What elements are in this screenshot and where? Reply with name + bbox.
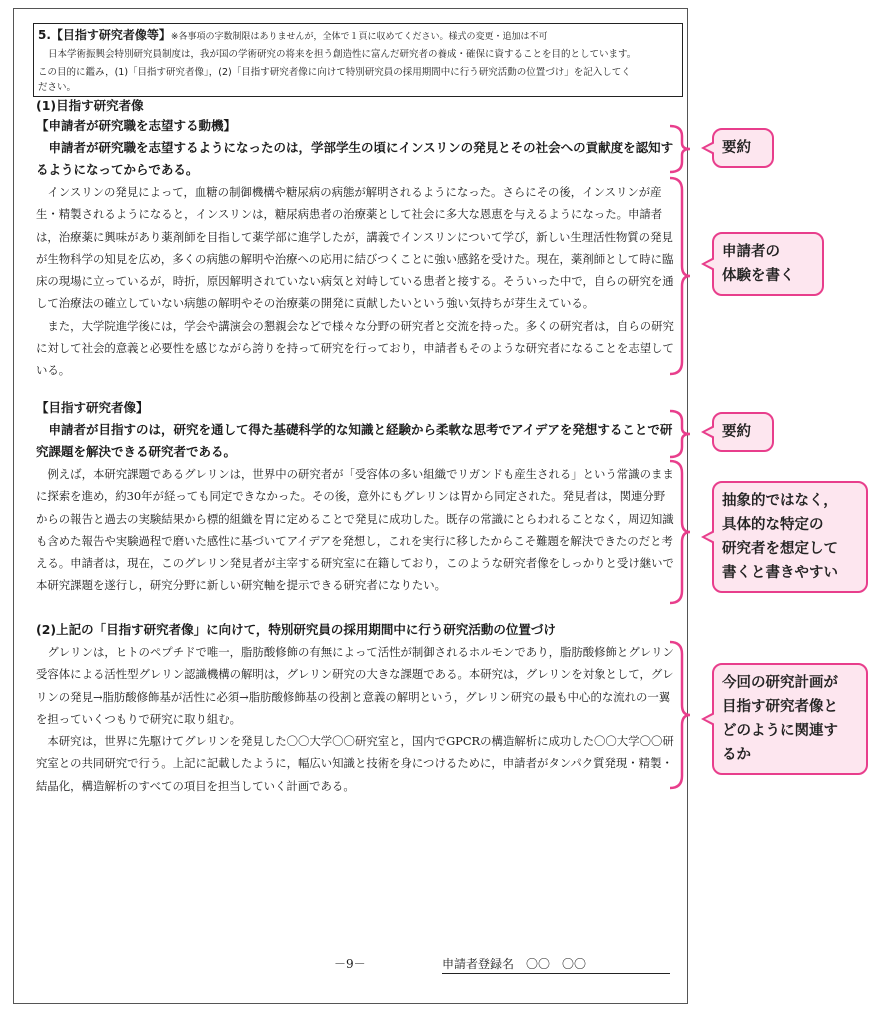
- callout-text: 今回の研究計画が 目指す研究者像と どのように関連す るか: [722, 675, 838, 763]
- right-brace-icon: [668, 124, 692, 174]
- motivation-paragraph: また，大学院進学後には，学会や講演会の懇親会などで様々な分野の研究者と交流を持った。多くの研究者は，自らの研究に対して社会的意義と必要性を感じながら誇りを持って研究を行っており，申請者もそのような研究者になることを志望している。: [36, 318, 674, 378]
- motivation-paragraph: インスリンの発見によって，血糖の制御機構や糖尿病の病態が解明されるようになった。さらにその後，インスリンが産生・精製されるようになると，インスリンは，糖尿病患者の治療薬として社会に多大な恩恵を与えるようになった。申請者は，治療薬に興味があり薬剤師を目指して薬学部に進学したが，講義でインスリンについて学び，新しい生理活性物質の発見が生物科学の知見を広め，多くの病態の解明や治療への応用に結びつくことに強い感銘を受けた。現在，薬剤師として時に臨床の現場に立っているが，時折，原因解明されていない病気と対峙している患者と接する。そういった中で，自らの研究を通して治療法の確立していない病態の解明やその治療薬の開発に貢献したいという強い気持ちが芽生えている。: [36, 185, 674, 311]
- document-page: [13, 8, 688, 1004]
- page-number: －9－: [334, 957, 366, 971]
- callout-text: 要約: [722, 424, 751, 440]
- right-brace-icon: [668, 640, 692, 790]
- research-paragraph: グレリンは，ヒトのペプチドで唯一，脂肪酸修飾の有無によって活性が制御されるホルモンであり，脂肪酸修飾とグレリン受容体による活性型グレリン認識機構の解明は，グレリン研究の大きな課題である。本研究は，グレリンを対象として，グレリンの発見→脂肪酸修飾基が活性に必須→脂肪酸修飾基の役割と意義の解明という，グレリン研究の最も中心的な流れの一翼を担っていくつもりで研究に取り組む。: [36, 645, 674, 726]
- section-heading: (1)目指す研究者像: [36, 98, 144, 113]
- form-section-title: 5.【目指す研究者像等】: [38, 28, 171, 42]
- callout-concrete-researcher: [712, 481, 868, 593]
- callout-summary: [712, 128, 774, 168]
- instructions-line: 日本学術振興会特別研究員制度は，我が国の学術研究の将来を担う創造性に富んだ研究者の養成・確保に資することを目的としています。: [48, 49, 637, 60]
- researcher-paragraph: 例えば，本研究課題であるグレリンは，世界中の研究者が「受容体の多い組織でリガンドも産生される」という常識のままに探索を進め，約30年が経っても同定できなかった。その後，意外にもグレリンは胃から同定された。発見者は，関連分野からの報告と過去の実験結果から標的組織を胃に定めることで発見に成功した。既存の常識にとらわれることなく，周辺知識も含めた報告や実験過程で磨いた感性に基づいてアイデアを発想し，これを実行に移したからこそ難題を解決できたのだと考える。申請者は，現在，このグレリン発見者が主宰する研究室に在籍しており，このような研究者像をしっかりと受け継いで本研究課題を遂行し，研究分野に新しい研究軸を提示できる研究者になりたい。: [36, 467, 674, 593]
- callout-text: 申請者の 体験を書く: [722, 244, 795, 284]
- page-footer: [14, 955, 689, 975]
- section-2: [36, 619, 676, 797]
- instructions-line: ださい。: [38, 82, 77, 93]
- right-brace-icon: [668, 176, 692, 376]
- section-1: [36, 97, 676, 382]
- callout-summary: [712, 412, 774, 452]
- callout-text: 要約: [722, 140, 751, 156]
- subsection-heading: 【申請者が研究職を志望する動機】: [36, 118, 237, 133]
- researcher-summary: 申請者が目指すのは，研究を通して得た基礎科学的な知識と経験から柔軟な思考でアイデアを発想することで研究課題を解決できる研究者である。: [36, 422, 673, 459]
- callout-research-plan: [712, 663, 868, 775]
- callout-text: 抽象的ではなく， 具体的な特定の 研究者を想定して 書くと書きやすい: [722, 493, 838, 581]
- right-brace-icon: [668, 459, 692, 605]
- applicant-name: 申請者登録名 〇〇 〇〇: [442, 955, 670, 974]
- section-1-researcher: [36, 397, 676, 597]
- subsection-heading: 【目指す研究者像】: [36, 400, 149, 415]
- motivation-summary: 申請者が研究職を志望するようになったのは，学部学生の頃にインスリンの発見とその社会への貢献度を認知するようになってからである。: [36, 140, 674, 177]
- callout-experience: [712, 232, 824, 296]
- instructions-line: この目的に鑑み，(1)「目指す研究者像」，(2)「目指す研究者像に向けて特別研究員の採用期間中に行う研究活動の位置づけ」を記入してく: [38, 67, 631, 78]
- right-brace-icon: [668, 409, 692, 459]
- section-heading: (2)上記の「目指す研究者像」に向けて，特別研究員の採用期間中に行う研究活動の位置づけ: [36, 622, 556, 637]
- research-paragraph: 本研究は，世界に先駆けてグレリンを発見した〇〇大学〇〇研究室と，国内でGPCRの構造解析に成功した〇〇大学〇〇研究室との共同研究で行う。上記に記載したように，幅広い知識と技術を身につけるために，申請者がタンパク質発現・精製・結晶化，構造解析のすべての項目を担当していく計画である。: [36, 734, 674, 793]
- instructions-note: ※各事項の字数制限はありませんが，全体で１頁に収めてください。様式の変更・追加は不可: [170, 32, 548, 42]
- instructions-box: [33, 23, 683, 97]
